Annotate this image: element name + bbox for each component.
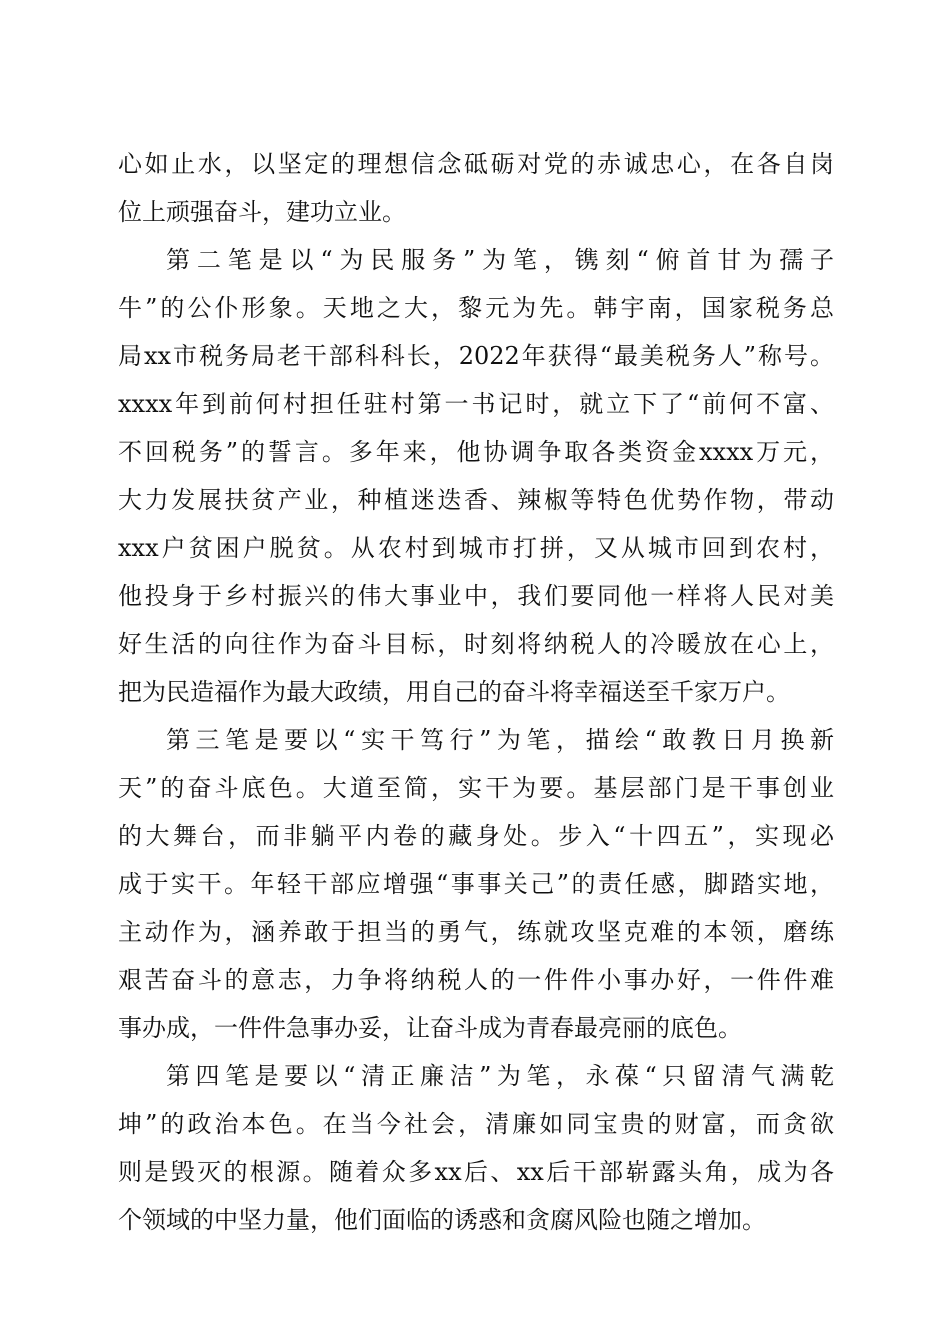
paragraph-start-line: 第二笔是以“为民服务”为笔，镌刻“俯首甘为孺子 [166,246,834,274]
text-line: 则是毁灭的根源。随着众多xx后、xx后干部崭露头角，成为各 [118,1158,834,1186]
text-line: 位上顽强奋斗，建功立业。 [118,198,406,226]
text-line: 他投身于乡村振兴的伟大事业中，我们要同他一样将人民对美 [118,582,834,610]
text-line: 牛”的公仆形象。天地之大，黎元为先。韩宇南，国家税务总 [118,294,834,322]
text-line: 个领域的中坚力量，他们面临的诱惑和贪腐风险也随之增加。 [118,1206,766,1234]
text-line: 事办成，一件件急事办妥，让奋斗成为青春最亮丽的底色。 [118,1014,742,1042]
text-line: 把为民造福作为最大政绩，用自己的奋斗将幸福送至千家万户。 [118,678,790,706]
body-text [118,140,834,1244]
text-line: 局xx市税务局老干部科科长，2022年获得“最美税务人”称号。 [118,342,834,370]
text-line: 不回税务”的誓言。多年来，他协调争取各类资金xxxx万元， [118,438,834,466]
text-line: xxxx年到前何村担任驻村第一书记时，就立下了“前何不富、 [118,390,834,418]
text-line: 艰苦奋斗的意志，力争将纳税人的一件件小事办好，一件件难 [118,966,834,994]
text-line: 大力发展扶贫产业，种植迷迭香、辣椒等特色优势作物，带动 [118,486,834,514]
text-line: 坤”的政治本色。在当今社会，清廉如同宝贵的财富，而贪欲 [118,1110,834,1138]
paragraph-start-line: 第三笔是要以“实干笃行”为笔，描绘“敢教日月换新 [166,726,834,754]
text-line: 的大舞台，而非躺平内卷的藏身处。步入“十四五”，实现必 [118,822,834,850]
text-line: xxx户贫困户脱贫。从农村到城市打拼，又从城市回到农村， [118,534,834,562]
text-line: 成于实干。年轻干部应增强“事事关己”的责任感，脚踏实地， [118,870,834,898]
text-line: 心如止水，以坚定的理想信念砥砺对党的赤诚忠心，在各自岗 [118,150,834,178]
text-line: 天”的奋斗底色。大道至简，实干为要。基层部门是干事创业 [118,774,834,802]
text-line: 主动作为，涵养敢于担当的勇气，练就攻坚克难的本领，磨练 [118,918,834,946]
text-line: 好生活的向往作为奋斗目标，时刻将纳税人的冷暖放在心上， [118,630,834,658]
paragraph-start-line: 第四笔是要以“清正廉洁”为笔，永葆“只留清气满乾 [166,1062,834,1090]
